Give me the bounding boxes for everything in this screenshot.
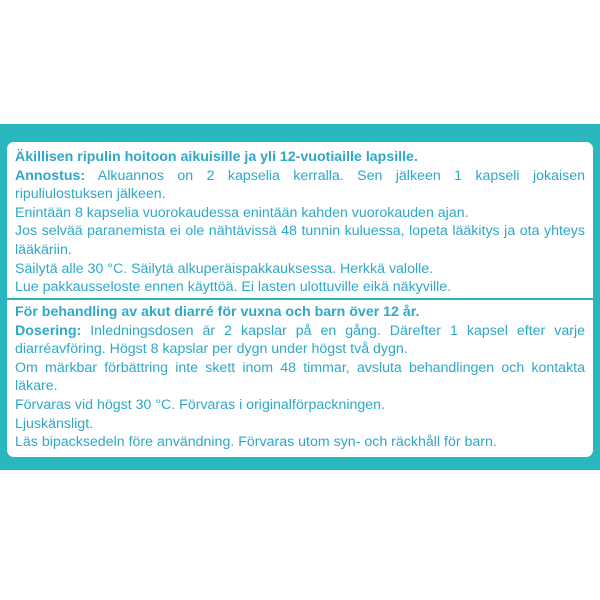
swedish-no-improvement: Om märkbar förbättring inte skett inom 48 timmar, avsluta behandlingen och kontakta läkare.	[15, 359, 585, 395]
swedish-section	[15, 303, 585, 452]
finnish-dosage-label: Annostus:	[15, 167, 86, 184]
swedish-dosage	[15, 322, 585, 359]
swedish-storage: Förvaras vid högst 30 °C. Förvaras i originalförpackningen.	[15, 396, 385, 413]
finnish-leaflet: Lue pakkausseloste ennen käyttöä. Ei lasten ulottuville eikä näkyville.	[15, 279, 452, 296]
finnish-section	[15, 148, 585, 297]
finnish-no-improvement: Jos selvää paranemista ei ole nähtävissä 48 tunnin kuluessa, lopeta lääkitys ja ota yhteys lääkäriin.	[15, 223, 585, 258]
finnish-heading: Äkillisen ripulin hoitoon aikuisille ja yli 12-vuotiaille lapsille.	[15, 149, 418, 165]
swedish-heading: För behandling av akut diarré för vuxna och barn över 12 år.	[15, 304, 420, 320]
label-text-panel	[7, 142, 593, 457]
swedish-dosage-label: Dosering:	[15, 322, 82, 339]
swedish-leaflet: Läs bipacksedeln före användning. Förvaras utom syn- och räckhåll för barn.	[15, 434, 497, 451]
finnish-dosage	[15, 167, 585, 204]
finnish-max-dose: Enintään 8 kapselia vuorokaudessa enintään kahden vuorokauden ajan.	[15, 204, 469, 221]
section-divider	[7, 298, 593, 300]
swedish-dosage-text: Inledningsdosen är 2 kapslar på en gång. Därefter 1 kapsel efter varje diarréavföring. Högst 8 kapslar per dygn under högst två dygn.	[15, 322, 585, 358]
finnish-storage: Säilytä alle 30 °C. Säilytä alkuperäispakkauksessa. Herkkä valolle.	[15, 260, 434, 277]
swedish-light: Ljuskänsligt.	[15, 415, 94, 432]
finnish-dosage-text: Alkuannos on 2 kapselia kerralla. Sen jälkeen 1 kapseli jokaisen ripuliulostuksen jälkeen.	[15, 167, 585, 203]
